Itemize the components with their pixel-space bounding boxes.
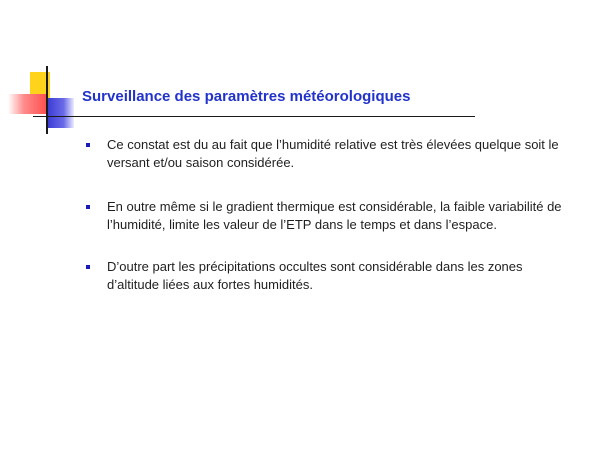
bullet-square-icon [86,143,90,147]
bullet-square-icon [86,265,90,269]
bullet-text: Ce constat est du au fait que l’humidité relative est très élevées quelque soit le versant et/ou saison considérée. [107,137,559,170]
bullet-list [86,136,566,320]
bullet-text: D’outre part les précipitations occultes sont considérable dans les zones d’altitude liées aux fortes humidités. [107,259,523,292]
title-underline [33,116,475,117]
decorative-vertical-line [46,66,48,134]
decorative-red-bar [8,94,48,114]
slide-title: Surveillance des paramètres météorologiques [82,88,411,105]
decorative-blue-square [48,98,74,128]
bullet-item [86,198,566,234]
bullet-item [86,136,566,172]
bullet-text: En outre même si le gradient thermique est considérable, la faible variabilité de l’humidité, limite les valeur de l’ETP dans le temps et dans l’espace. [107,199,562,232]
bullet-item [86,258,566,294]
bullet-square-icon [86,205,90,209]
